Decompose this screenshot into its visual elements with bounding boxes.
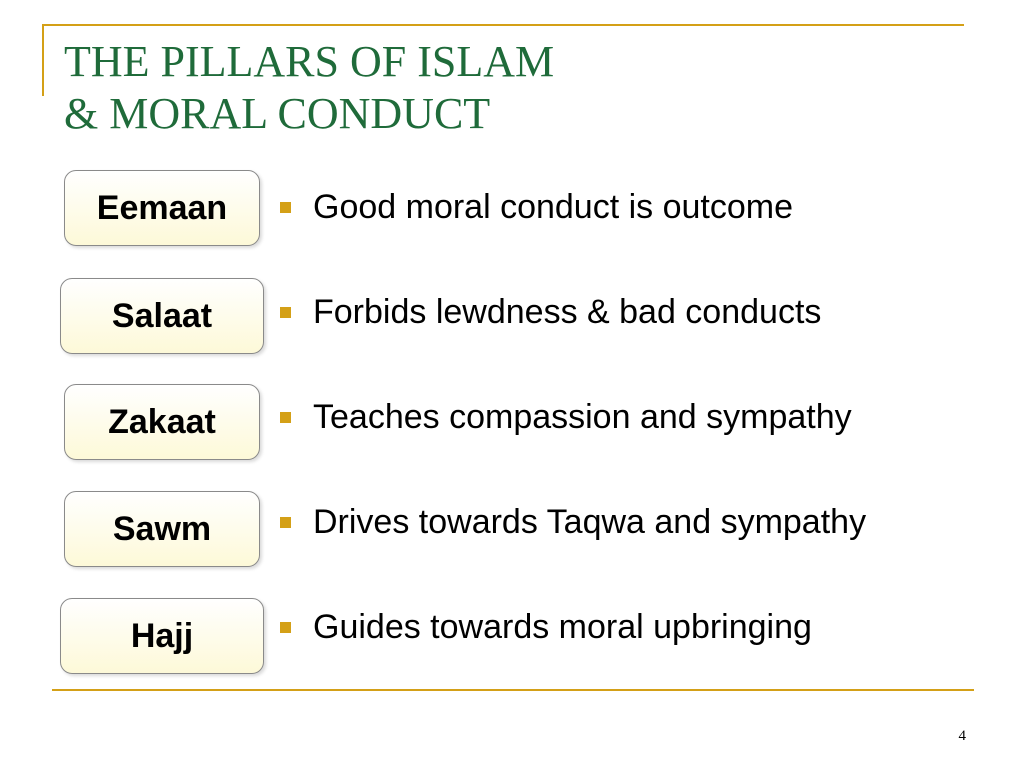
slide-title bbox=[64, 36, 554, 140]
square-bullet-icon bbox=[280, 412, 291, 423]
square-bullet-icon bbox=[280, 517, 291, 528]
bullet-text: Teaches compassion and sympathy bbox=[313, 397, 852, 436]
left-accent-rule bbox=[42, 24, 44, 96]
pillar-box-eemaan: Eemaan bbox=[64, 170, 260, 246]
pillar-box-salaat: Salaat bbox=[60, 278, 264, 354]
title-line-1: THE PILLARS OF ISLAM bbox=[64, 37, 555, 86]
bullet-text: Good moral conduct is outcome bbox=[313, 187, 794, 226]
bullet-item bbox=[280, 289, 821, 335]
pillar-box-sawm: Sawm bbox=[64, 491, 260, 567]
pillar-box-zakaat: Zakaat bbox=[64, 384, 260, 460]
top-rule bbox=[42, 24, 964, 26]
bullet-text: Drives towards Taqwa and sympathy bbox=[313, 502, 867, 541]
bullet-item bbox=[280, 184, 793, 230]
square-bullet-icon bbox=[280, 202, 291, 213]
bottom-rule bbox=[52, 689, 974, 691]
bullet-item bbox=[280, 394, 852, 440]
bullet-item bbox=[280, 604, 812, 650]
square-bullet-icon bbox=[280, 622, 291, 633]
bullet-item bbox=[280, 499, 866, 545]
bullet-text: Guides towards moral upbringing bbox=[313, 607, 812, 646]
pillar-box-hajj: Hajj bbox=[60, 598, 264, 674]
bullet-text: Forbids lewdness & bad conducts bbox=[313, 292, 822, 331]
page-number: 4 bbox=[958, 728, 966, 744]
square-bullet-icon bbox=[280, 307, 291, 318]
title-line-2: & MORAL CONDUCT bbox=[64, 89, 491, 138]
